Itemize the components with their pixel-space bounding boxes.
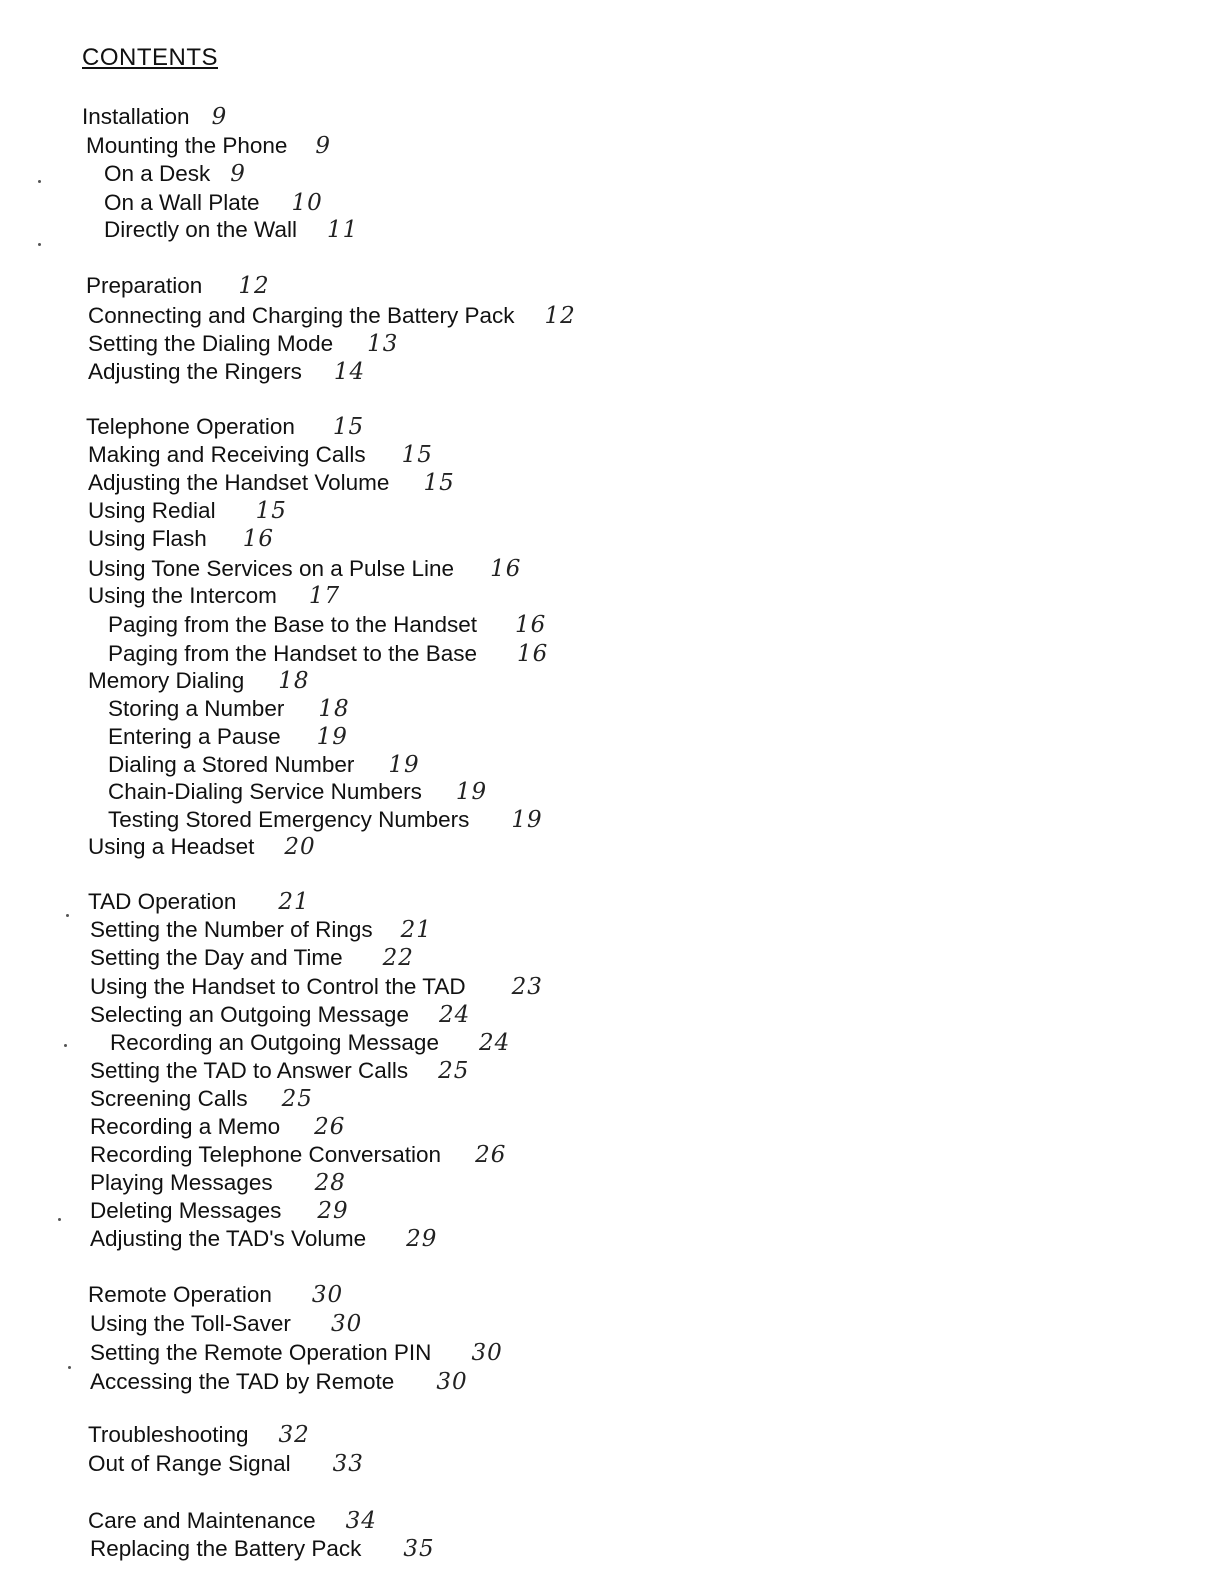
toc-entry (88, 1421, 310, 1449)
toc-entry-label: Dialing a Stored Number (108, 752, 355, 777)
toc-entry (90, 1085, 313, 1113)
toc-entry (90, 1310, 362, 1338)
toc-entry-label: Recording an Outgoing Message (110, 1030, 439, 1055)
toc-page-number: 26 (314, 1114, 346, 1140)
toc-entry (82, 103, 227, 131)
toc-entry (88, 1450, 364, 1478)
toc-page-number: 19 (316, 724, 348, 750)
toc-entry-label: Using a Headset (88, 834, 255, 859)
toc-entry-label: Out of Range Signal (88, 1451, 291, 1476)
toc-page-number: 23 (511, 974, 543, 1000)
toc-entry-label: Setting the Dialing Mode (88, 331, 334, 356)
toc-entry-label: Memory Dialing (88, 668, 245, 693)
toc-entry-label: Screening Calls (90, 1086, 248, 1111)
toc-page-number: 9 (315, 133, 332, 159)
toc-entry-label: Using the Handset to Control the TAD (90, 974, 466, 999)
toc-page-number: 16 (516, 641, 549, 667)
toc-entry (88, 555, 521, 583)
toc-entry (90, 944, 414, 972)
toc-entry-label: Setting the Remote Operation PIN (90, 1340, 432, 1365)
toc-entry-label: Troubleshooting (88, 1422, 249, 1447)
toc-entry (86, 413, 364, 441)
toc-entry (88, 888, 310, 916)
toc-page-number: 15 (401, 442, 433, 468)
toc-entry-label: Remote Operation (88, 1282, 272, 1307)
toc-page-number: 22 (382, 945, 414, 971)
toc-entry-label: Paging from the Handset to the Base (108, 641, 477, 666)
toc-entry-label: Using Flash (88, 526, 207, 551)
scan-speck (64, 1044, 67, 1047)
toc-entry-label: Setting the Day and Time (90, 945, 343, 970)
toc-entry (86, 272, 270, 300)
toc-entry-label: Entering a Pause (108, 724, 281, 749)
toc-entry (108, 640, 548, 668)
toc-page-number: 21 (278, 889, 310, 915)
toc-entry (108, 611, 546, 639)
toc-entry (104, 189, 323, 217)
toc-page-number: 13 (367, 331, 399, 357)
scan-speck (38, 180, 41, 183)
toc-page-number: 19 (511, 807, 543, 833)
toc-entry (88, 667, 310, 695)
toc-entry-label: Setting the TAD to Answer Calls (90, 1058, 409, 1083)
toc-page-number: 25 (438, 1058, 470, 1084)
toc-entry (88, 1281, 343, 1309)
toc-entry-label: Setting the Number of Rings (90, 917, 373, 942)
toc-page-number: 35 (403, 1536, 435, 1562)
toc-entry-label: Accessing the TAD by Remote (90, 1369, 395, 1394)
toc-page-number: 12 (238, 273, 270, 299)
toc-entry-label: On a Wall Plate (104, 190, 260, 215)
toc-entry-label: Making and Receiving Calls (88, 442, 366, 467)
toc-page-number: 12 (544, 303, 576, 329)
toc-entry-label: Telephone Operation (86, 414, 295, 439)
toc-entry (88, 1507, 377, 1535)
toc-page-number: 28 (314, 1170, 346, 1196)
toc-entry (110, 1029, 510, 1057)
toc-entry (90, 1225, 437, 1253)
toc-page-number: 11 (326, 217, 359, 243)
toc-entry-label: On a Desk (104, 161, 211, 186)
toc-entry-label: Storing a Number (108, 696, 285, 721)
toc-page-number: 30 (311, 1282, 344, 1308)
toc-entry-label: Replacing the Battery Pack (90, 1536, 362, 1561)
toc-entry (108, 806, 543, 834)
toc-page-number: 15 (423, 470, 455, 496)
toc-page-number: 34 (345, 1508, 377, 1534)
toc-page-number: 20 (284, 834, 316, 860)
scan-speck (58, 1218, 61, 1221)
toc-page-number: 30 (330, 1311, 363, 1337)
toc-page-number: 9 (230, 161, 246, 187)
toc-entry-label: Paging from the Base to the Handset (108, 612, 477, 637)
toc-entry (108, 723, 348, 751)
toc-entry (88, 330, 398, 358)
toc-page-number: 15 (255, 498, 287, 524)
toc-entry-label: Care and Maintenance (88, 1508, 316, 1533)
scan-speck (38, 243, 41, 246)
toc-entry-label: Deleting Messages (90, 1198, 282, 1223)
toc-page-number: 30 (471, 1340, 503, 1366)
toc-page-number: 19 (388, 752, 420, 778)
toc-entry (90, 1001, 470, 1029)
toc-entry (108, 778, 487, 806)
toc-entry (90, 973, 543, 1001)
toc-entry (104, 216, 358, 244)
toc-entry (90, 1169, 346, 1197)
toc-entry-label: Adjusting the TAD's Volume (90, 1226, 367, 1251)
toc-page-number: 16 (242, 526, 275, 552)
toc-entry-label: Recording a Memo (90, 1114, 281, 1139)
toc-entry (88, 469, 455, 497)
toc-entry-label: Directly on the Wall (104, 217, 297, 242)
toc-entry (88, 525, 274, 553)
toc-entry (88, 497, 287, 525)
toc-entry-label: Testing Stored Emergency Numbers (108, 807, 470, 832)
toc-entry-label: Adjusting the Ringers (88, 359, 302, 384)
toc-page-number: 24 (438, 1002, 471, 1028)
toc-entry-label: Using the Toll-Saver (90, 1311, 291, 1336)
toc-entry-label: Recording Telephone Conversation (90, 1142, 442, 1167)
toc-page-number: 10 (291, 190, 323, 216)
toc-entry (88, 358, 365, 386)
toc-page-number: 14 (333, 359, 366, 385)
toc-entry (88, 441, 433, 469)
scan-speck (68, 1366, 71, 1369)
toc-entry (90, 1141, 506, 1169)
toc-page-number: 26 (475, 1142, 507, 1168)
toc-entry (88, 302, 576, 330)
toc-entry-label: Selecting an Outgoing Message (90, 1002, 409, 1027)
toc-page-number: 9 (211, 104, 228, 130)
toc-entry (90, 1535, 435, 1563)
toc-page-number: 29 (317, 1198, 349, 1224)
toc-page-number: 16 (490, 556, 522, 582)
toc-page-number: 18 (318, 696, 350, 722)
toc-entry-label: Adjusting the Handset Volume (88, 470, 390, 495)
toc-entry-label: Using Redial (88, 498, 216, 523)
toc-entry-label: Playing Messages (90, 1170, 273, 1195)
toc-entry (90, 1368, 468, 1396)
toc-entry (108, 751, 420, 779)
toc-entry (90, 916, 432, 944)
toc-entry (90, 1197, 349, 1225)
toc-entry-label: Installation (82, 104, 190, 129)
toc-page-number: 29 (406, 1226, 438, 1252)
scan-speck (66, 914, 69, 917)
toc-page-number: 19 (455, 779, 488, 805)
toc-page-number: 16 (514, 612, 547, 638)
toc-page-number: 21 (400, 917, 432, 943)
contents-title: CONTENTS (82, 44, 218, 71)
toc-entry-label: Connecting and Charging the Battery Pack (88, 303, 515, 328)
toc-entry-label: Mounting the Phone (86, 133, 288, 158)
toc-entry-label: TAD Operation (88, 889, 237, 914)
toc-page-number: 25 (281, 1086, 313, 1112)
toc-page-number: 24 (478, 1030, 511, 1056)
toc-page-number: 30 (436, 1369, 468, 1395)
toc-entry (104, 160, 246, 188)
toc-entry (90, 1339, 503, 1367)
toc-page-number: 33 (332, 1451, 364, 1477)
toc-entry-label: Using the Intercom (88, 583, 277, 608)
toc-entry-label: Chain-Dialing Service Numbers (108, 779, 422, 804)
toc-entry (88, 582, 340, 610)
toc-entry (86, 132, 331, 160)
toc-entry-label: Preparation (86, 273, 203, 298)
toc-page-number: 18 (278, 668, 310, 694)
toc-entry (108, 695, 350, 723)
toc-entry (90, 1113, 345, 1141)
toc-entry (90, 1057, 469, 1085)
toc-page-number: 32 (278, 1422, 310, 1448)
toc-entry (88, 833, 316, 861)
toc-entry-label: Using Tone Services on a Pulse Line (88, 556, 455, 581)
toc-page-number: 15 (332, 414, 365, 440)
toc-page-number: 17 (308, 583, 341, 609)
